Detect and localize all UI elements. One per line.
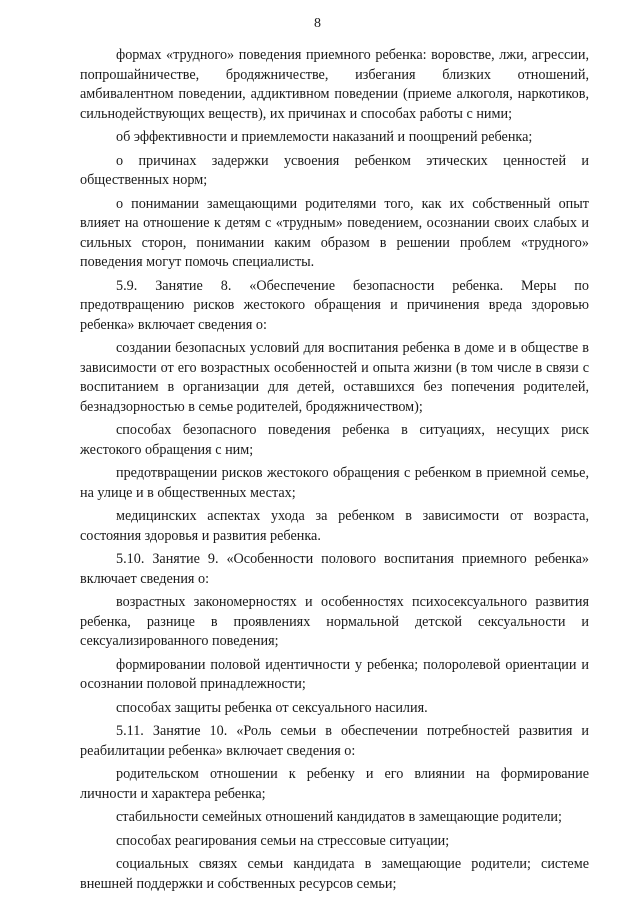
paragraph: предотвращении рисков жестокого обращения с ребенком в приемной семье, на улице и в общественных местах; — [80, 465, 589, 501]
paragraph: способах реагирования семьи на стрессовые ситуации; — [116, 832, 450, 849]
section-heading-paragraph: 5.9. Занятие 8. «Обеспечение безопасности ребенка. Меры по предотвращению рисков жестокого обращения и причинения вреда здоровью ребенка» включает сведения о: — [80, 277, 589, 333]
paragraph: способах защиты ребенка от сексуального насилия. — [116, 699, 428, 716]
paragraph: о причинах задержки усвоения ребенком этических ценностей и общественных норм; — [80, 152, 589, 188]
paragraph: медицинских аспектах ухода за ребенком в зависимости от возраста, состояния здоровья и развития ребенка. — [80, 508, 589, 544]
document-body — [80, 46, 589, 898]
paragraph: возрастных закономерностях и особенностях психосексуального развития ребенка, разнице в проявлениях нормальной детской сексуальности и сексуализированного поведения; — [80, 594, 589, 649]
paragraph: родительском отношении к ребенку и его влиянии на формирование личности и характера ребенка; — [80, 766, 589, 802]
paragraph: формах «трудного» поведения приемного ребенка: воровстве, лжи, агрессии, попрошайничестве, бродяжничестве, избегания близких отношений, амбивалентном поведении, аддиктивном поведении (приеме алкоголя, наркотиков, сильнодействующих веществ), их причинах и способах работы с ними; — [80, 47, 589, 122]
page-number: 8 — [314, 16, 321, 31]
paragraph: формировании половой идентичности у ребенка; полоролевой ориентации и осознании половой принадлежности; — [80, 656, 589, 692]
paragraph: социальных связях семьи кандидата в замещающие родители; системе внешней поддержки и собственных ресурсов семьи; — [80, 856, 589, 892]
paragraph: о понимании замещающими родителями того, как их собственный опыт влияет на отношение к детям с «трудным» поведением, осознании своих слабых и сильных сторон, понимании каким образом в решении проблем «трудного» поведения могут помочь специалисты. — [80, 195, 589, 270]
section-heading-paragraph: 5.11. Занятие 10. «Роль семьи в обеспечении потребностей развития и реабилитации ребенка» включает сведения о: — [80, 723, 589, 759]
section-heading-paragraph: 5.10. Занятие 9. «Особенности полового воспитания приемного ребенка» включает сведения о: — [80, 551, 589, 587]
paragraph: способах безопасного поведения ребенка в ситуациях, несущих риск жестокого обращения с ним; — [80, 422, 589, 458]
paragraph: об эффективности и приемлемости наказаний и поощрений ребенка; — [116, 129, 533, 145]
paragraph: создании безопасных условий для воспитания ребенка в доме и в обществе в зависимости от его возрастных особенностей и опыта жизни (в том числе в связи с воспитанием в организации для детей, оставшихся без попечения родителей, безнадзорностью в семье родителей, бродяжничеством); — [80, 340, 589, 415]
paragraph: стабильности семейных отношений кандидатов в замещающие родители; — [116, 809, 562, 825]
